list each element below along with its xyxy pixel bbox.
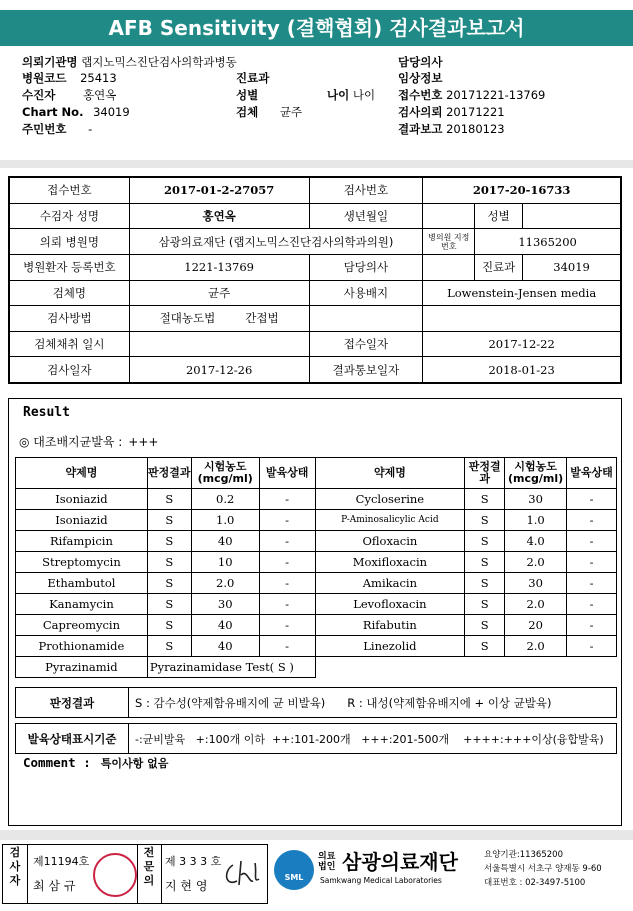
doctor-label: 담당의사 <box>398 55 443 69</box>
drug-name: Ofloxacin <box>315 531 465 552</box>
drug-judge: S <box>465 531 505 552</box>
dob-label: 생년월일 <box>309 203 423 229</box>
corp-tel: 대표번호 : 02-3497-5100 <box>484 878 586 888</box>
drug-name: Linezolid <box>315 636 465 657</box>
drug-conc: 20 <box>505 615 567 636</box>
drug-growth: - <box>567 573 617 594</box>
request-label: 검사의뢰 <box>398 105 443 119</box>
doctor-value <box>423 254 475 280</box>
pza-test: Pyrazinamidase Test( S ) <box>147 657 315 678</box>
received-value: 2017-12-22 <box>423 331 621 357</box>
drug-row <box>16 489 617 510</box>
hosp-label: 의뢰 병원명 <box>10 229 130 255</box>
drug-conc: 10 <box>191 552 259 573</box>
drug-conc: 40 <box>191 636 259 657</box>
drug-conc: 2.0 <box>505 552 567 573</box>
tech-no: 제11194호 <box>33 855 90 868</box>
org-label: 의뢰기관명 <box>22 55 78 69</box>
signature-box <box>2 844 268 904</box>
sex-value <box>523 203 621 229</box>
drug-growth: - <box>259 510 315 531</box>
drug-growth: - <box>567 531 617 552</box>
sml-logo-icon: SML <box>274 850 314 890</box>
drug-header: 약제명 <box>16 458 148 489</box>
reg-value: 1221-13769 <box>129 254 309 280</box>
drug-conc: 0.2 <box>191 489 259 510</box>
sex-label-cell: 성별 <box>475 203 523 229</box>
drug-judge: S <box>465 594 505 615</box>
chart-value: 34019 <box>93 105 130 119</box>
drug-conc: 30 <box>505 573 567 594</box>
conc-header-2: 시험농도(mcg/ml) <box>505 458 567 489</box>
drug-growth: - <box>567 510 617 531</box>
drug-row <box>16 552 617 573</box>
judge-header: 판정결과 <box>147 458 191 489</box>
drug-growth: - <box>259 573 315 594</box>
specimen-label-cell: 검체명 <box>10 280 130 306</box>
spec-name: 지 현 영 <box>165 879 208 893</box>
result-box <box>8 398 622 826</box>
drug-conc: 1.0 <box>191 510 259 531</box>
collect-value <box>129 331 309 357</box>
report-value: 20180123 <box>446 122 505 136</box>
reported-label: 결과통보일자 <box>309 357 423 383</box>
drug-judge: S <box>147 531 191 552</box>
rrn-label: 주민번호 <box>22 122 67 136</box>
patient-label: 수진자 <box>22 88 56 102</box>
drug-row <box>16 510 617 531</box>
age-label: 나이 <box>327 88 350 102</box>
growth-header-2: 발육상태 <box>567 458 617 489</box>
corp-en: Samkwang Medical Laboratories <box>320 876 442 885</box>
info-table <box>9 177 621 383</box>
footer <box>0 844 633 904</box>
divider-band <box>0 160 633 168</box>
receipt-value: 20171221-13769 <box>446 88 546 102</box>
tech-label: 검사자 <box>9 846 21 887</box>
drug-growth: - <box>567 636 617 657</box>
method-1: 절대농도법 <box>159 311 216 326</box>
method-2: 간접법 <box>245 311 279 326</box>
drug-name: Prothionamide <box>16 636 148 657</box>
drug-conc: 2.0 <box>505 636 567 657</box>
chart-label: Chart No. <box>22 105 84 119</box>
dept-label-cell: 진료과 <box>475 254 523 280</box>
drug-conc: 30 <box>191 594 259 615</box>
spec-no: 제 3 3 3 호 <box>165 855 222 868</box>
drug-name: Rifampicin <box>16 531 148 552</box>
comment-label: Comment : <box>23 755 91 770</box>
growth-legend: -:균비발육 +:100개 이하 ++:101-200개 +++:201-500개 ++++:+++이상(융합발육) <box>129 724 617 754</box>
drug-header-2: 약제명 <box>315 458 465 489</box>
culture-label: ◎ 대조배지균발육 : <box>19 435 123 449</box>
drug-judge: S <box>147 489 191 510</box>
hospital-code-label: 병원코드 <box>22 71 67 85</box>
drug-conc: 2.0 <box>505 594 567 615</box>
method-label: 검사방법 <box>10 306 130 332</box>
judge-legend-label: 판정결과 <box>16 688 129 718</box>
signature-icon <box>223 857 261 891</box>
media-value: Lowenstein-Jensen media <box>423 280 621 306</box>
culture-value: +++ <box>128 435 159 449</box>
tech-name: 최 삼 규 <box>33 879 76 893</box>
result-label: Result <box>23 405 70 420</box>
drug-judge: S <box>147 510 191 531</box>
corp-addr: 서울특별시 서초구 양재동 9-60 <box>484 864 602 874</box>
drug-conc: 1.0 <box>505 510 567 531</box>
drug-judge: S <box>147 594 191 615</box>
drug-judge: S <box>465 615 505 636</box>
judge-header-2: 판정결과 <box>465 458 505 489</box>
divider-band-2 <box>0 830 633 840</box>
drug-judge: S <box>465 573 505 594</box>
growth-legend-label: 발육상태표시기준 <box>16 724 129 754</box>
doctor-label-cell: 담당의사 <box>309 254 423 280</box>
legend-table <box>15 687 617 754</box>
specimen-value-cell: 균주 <box>129 280 309 306</box>
media-label: 사용배지 <box>309 280 423 306</box>
drug-growth: - <box>567 594 617 615</box>
drug-growth: - <box>567 615 617 636</box>
receipt-no-label: 접수번호 <box>10 178 130 204</box>
dob-value <box>423 203 475 229</box>
sex-label: 성별 <box>236 88 259 102</box>
report-label: 결과보고 <box>398 122 443 136</box>
specimen-label: 검체 <box>236 105 259 119</box>
tested-value: 2017-12-26 <box>129 357 309 383</box>
drug-name: Ethambutol <box>16 573 148 594</box>
drug-name: Capreomycin <box>16 615 148 636</box>
specimen-value: 균주 <box>279 105 303 119</box>
test-no-label: 검사번호 <box>309 178 423 204</box>
tested-label: 검사일자 <box>10 357 130 383</box>
pza-name: Pyrazinamid <box>16 657 148 678</box>
reg-label: 병원환자 등록번호 <box>10 254 130 280</box>
dept-label: 진료과 <box>236 71 270 85</box>
drug-name: Isoniazid <box>16 510 148 531</box>
drug-table <box>15 457 617 678</box>
rrn-value: - <box>88 122 93 136</box>
drug-conc: 40 <box>191 615 259 636</box>
hospital-code-value: 25413 <box>80 71 117 85</box>
desig-label: 병의원 지정번호 <box>423 229 475 255</box>
drug-row <box>16 594 617 615</box>
drug-growth: - <box>259 615 315 636</box>
report-title: AFB Sensitivity (결핵협회) 검사결과보고서 <box>0 10 633 46</box>
seal-stamp <box>93 853 137 897</box>
patient-value: 홍연옥 <box>82 88 117 102</box>
age-value: 나이 <box>352 88 376 102</box>
receipt-no: 2017-01-2-27057 <box>129 178 309 204</box>
drug-name: Levofloxacin <box>315 594 465 615</box>
drug-growth: - <box>567 489 617 510</box>
drug-name: P-Aminosalicylic Acid <box>315 510 465 531</box>
hosp-value: 삼광의료재단 (랩지노믹스진단검사의학과의원) <box>129 229 423 255</box>
dept-value: 34019 <box>523 254 621 280</box>
drug-judge: S <box>465 636 505 657</box>
drug-judge: S <box>147 552 191 573</box>
drug-growth: - <box>259 552 315 573</box>
drug-row <box>16 531 617 552</box>
drug-growth: - <box>259 594 315 615</box>
clinical-label: 임상정보 <box>398 71 443 85</box>
org-value: 랩지노믹스진단검사의학과병동 <box>81 55 237 69</box>
drug-conc: 2.0 <box>191 573 259 594</box>
desig-value: 11365200 <box>475 229 621 255</box>
corp-code: 요양기관:11365200 <box>484 850 563 860</box>
corp-name: 삼광의료재단 <box>342 850 458 874</box>
drug-name: Streptomycin <box>16 552 148 573</box>
corp-label: 의료법인 <box>318 852 336 872</box>
drug-judge: S <box>147 615 191 636</box>
culture-growth <box>19 433 158 450</box>
test-no: 2017-20-16733 <box>423 178 621 204</box>
drug-row <box>16 636 617 657</box>
request-value: 20171221 <box>446 105 505 119</box>
drug-name: Kanamycin <box>16 594 148 615</box>
drug-name: Amikacin <box>315 573 465 594</box>
drug-judge: S <box>147 573 191 594</box>
drug-growth: - <box>259 636 315 657</box>
comment <box>23 755 168 771</box>
drug-row <box>16 573 617 594</box>
comment-value: 특이사항 없음 <box>100 757 169 770</box>
reported-value: 2018-01-23 <box>423 357 621 383</box>
drug-judge: S <box>465 552 505 573</box>
receipt-label: 접수번호 <box>398 88 443 102</box>
drug-conc: 40 <box>191 531 259 552</box>
drug-judge: S <box>465 489 505 510</box>
drug-name: Rifabutin <box>315 615 465 636</box>
drug-conc: 30 <box>505 489 567 510</box>
drug-name: Moxifloxacin <box>315 552 465 573</box>
drug-growth: - <box>259 489 315 510</box>
drug-name: Isoniazid <box>16 489 148 510</box>
drug-judge: S <box>147 636 191 657</box>
drug-name: Cycloserine <box>315 489 465 510</box>
spec-label: 전문의 <box>143 846 155 887</box>
drug-growth: - <box>567 552 617 573</box>
drug-growth: - <box>259 531 315 552</box>
collect-label: 검체채취 일시 <box>10 331 130 357</box>
conc-header: 시험농도(mcg/ml) <box>191 458 259 489</box>
growth-header: 발육상태 <box>259 458 315 489</box>
received-label: 접수일자 <box>309 331 423 357</box>
drug-judge: S <box>465 510 505 531</box>
info-box <box>8 176 622 384</box>
judge-legend: S : 감수성(약제함유배지에 균 비발육) R : 내성(약제함유배지에 + 이상 균발육) <box>129 688 617 718</box>
name-label: 수검자 성명 <box>10 203 130 229</box>
drug-conc: 4.0 <box>505 531 567 552</box>
name-value: 홍연옥 <box>129 203 309 229</box>
drug-row <box>16 615 617 636</box>
